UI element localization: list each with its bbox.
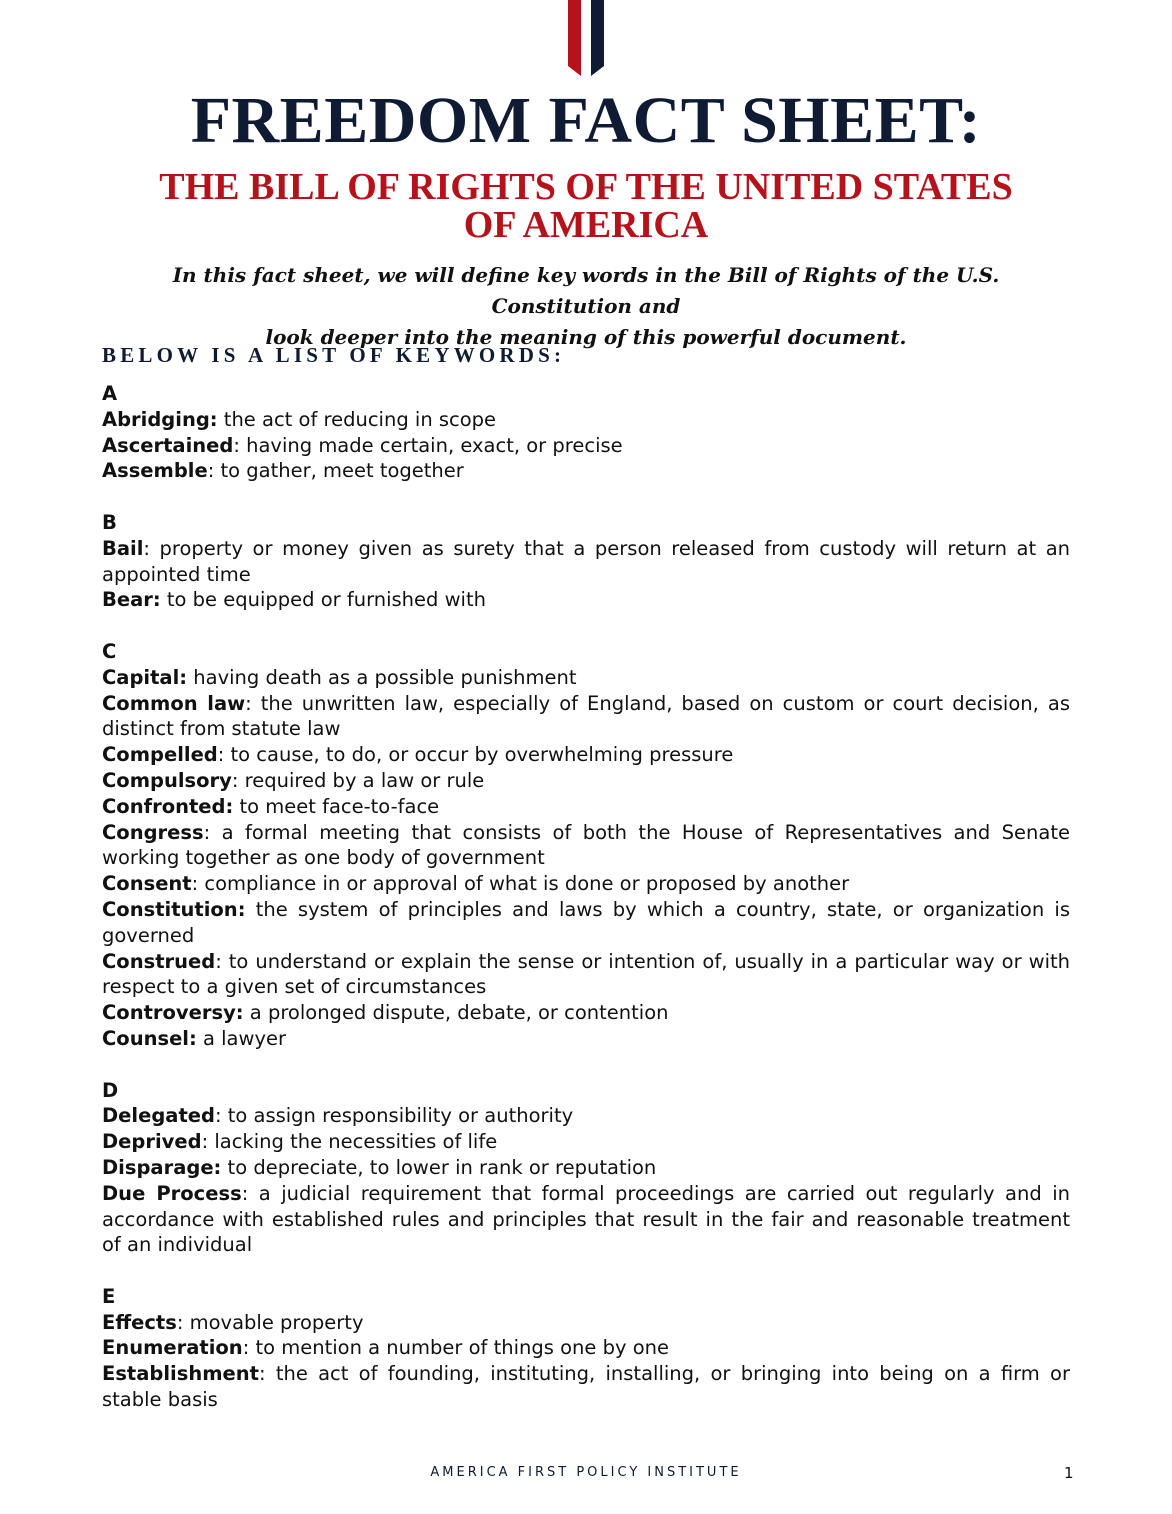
- glossary-definition: : having made certain, exact, or precise: [233, 433, 623, 457]
- letter-group: [102, 1284, 1070, 1413]
- letter-group: [102, 1078, 1070, 1259]
- glossary-term: Due Process: [102, 1181, 242, 1205]
- keywords-heading: BELOW IS A LIST OF KEYWORDS:: [102, 343, 566, 367]
- glossary-definition: : the unwritten law, especially of England, based on custom or court decision, as distinct from statute law: [102, 691, 1070, 741]
- glossary-term: Controversy:: [102, 1001, 244, 1025]
- glossary-term: Delegated: [102, 1104, 215, 1128]
- glossary-term: Constitution:: [102, 897, 246, 921]
- glossary-entry: [102, 949, 1070, 1001]
- glossary-entry: [102, 871, 1070, 897]
- glossary-term: Capital:: [102, 665, 188, 689]
- page-title: FREEDOM FACT SHEET:: [190, 84, 982, 157]
- letter-group: [102, 510, 1070, 613]
- intro-line-1: In this fact sheet, we will define key words in the Bill of Rights of the U.S. Constitution and: [172, 263, 1000, 318]
- glossary-definition: : compliance in or approval of what is done or proposed by another: [191, 872, 850, 896]
- glossary-entry: [102, 794, 1070, 820]
- intro-line-2: look deeper into the meaning of this powerful document.: [265, 325, 907, 349]
- letter-heading: A: [102, 382, 118, 405]
- glossary-definition: : to gather, meet together: [207, 459, 464, 483]
- glossary-entry: [102, 587, 1070, 613]
- glossary-definition: to depreciate, to lower in rank or reputation: [221, 1155, 657, 1179]
- glossary-entry: [102, 1103, 1070, 1129]
- glossary-entry: [102, 665, 1070, 691]
- glossary-definition: : to cause, to do, or occur by overwhelming pressure: [217, 743, 734, 767]
- glossary-term: Consent: [102, 872, 192, 896]
- glossary-entry: [102, 1181, 1070, 1258]
- glossary-definition: : to understand or explain the sense or intention of, usually in a particular way or with respect to a given set of circumstances: [102, 949, 1070, 999]
- glossary-term: Bail: [102, 536, 144, 560]
- glossary-term: Assemble: [102, 459, 208, 483]
- glossary-definition: a lawyer: [196, 1026, 287, 1050]
- glossary-entry: [102, 433, 1070, 459]
- glossary-term: Construed: [102, 949, 216, 973]
- glossary-list: [102, 381, 1070, 1439]
- glossary-entry: [102, 691, 1070, 743]
- glossary-term: Confronted:: [102, 794, 234, 818]
- subtitle-line-2: OF AMERICA: [463, 204, 709, 246]
- glossary-entry: [102, 1310, 1070, 1336]
- glossary-entry: [102, 1335, 1070, 1361]
- glossary-definition: : required by a law or rule: [231, 768, 485, 792]
- glossary-term: Abridging:: [102, 407, 218, 431]
- glossary-term: Disparage:: [102, 1155, 222, 1179]
- glossary-definition: a prolonged dispute, debate, or contention: [243, 1001, 669, 1025]
- glossary-term: Bear:: [102, 588, 161, 612]
- glossary-entry: [102, 1155, 1070, 1181]
- glossary-entry: [102, 1129, 1070, 1155]
- glossary-term: Effects: [102, 1310, 177, 1334]
- glossary-definition: to be equipped or furnished with: [160, 588, 486, 612]
- intro-text: [136, 260, 1036, 353]
- glossary-definition: the system of principles and laws by which a country, state, or organization is governed: [102, 897, 1070, 947]
- glossary-term: Congress: [102, 820, 204, 844]
- glossary-definition: : movable property: [176, 1310, 364, 1334]
- glossary-entry: [102, 1361, 1070, 1413]
- letter-heading: B: [102, 510, 117, 534]
- page-subtitle: [136, 168, 1036, 244]
- flag-stripes-icon: [568, 0, 604, 76]
- glossary-term: Common law: [102, 691, 246, 715]
- glossary-definition: : to mention a number of things one by one: [242, 1336, 669, 1360]
- glossary-entry: [102, 407, 1070, 433]
- glossary-entry: [102, 897, 1070, 949]
- glossary-term: Establishment: [102, 1362, 259, 1386]
- glossary-definition: having death as a possible punishment: [187, 665, 577, 689]
- glossary-definition: to meet face-to-face: [233, 794, 440, 818]
- glossary-entry: [102, 1026, 1070, 1052]
- glossary-definition: : property or money given as surety that a person released from custody will return at an appointed time: [102, 536, 1070, 586]
- glossary-entry: [102, 458, 1070, 484]
- glossary-definition: : a formal meeting that consists of both the House of Representatives and Senate working together as one body of government: [102, 820, 1070, 870]
- glossary-term: Deprived: [102, 1130, 202, 1154]
- glossary-definition: : the act of founding, instituting, installing, or bringing into being on a firm or stable basis: [102, 1362, 1070, 1412]
- letter-group: [102, 639, 1070, 1052]
- glossary-definition: : lacking the necessities of life: [201, 1130, 498, 1154]
- glossary-definition: the act of reducing in scope: [217, 407, 497, 431]
- glossary-definition: : a judicial requirement that formal proceedings are carried out regularly and in accordance with established rules and principles that result in the fair and reasonable treatment of an individual: [102, 1181, 1070, 1257]
- glossary-term: Compulsory: [102, 768, 232, 792]
- glossary-term: Compelled: [102, 743, 218, 767]
- letter-heading: D: [102, 1078, 119, 1102]
- glossary-term: Counsel:: [102, 1026, 197, 1050]
- glossary-definition: : to assign responsibility or authority: [214, 1104, 574, 1128]
- letter-group: [102, 381, 1070, 484]
- glossary-entry: [102, 820, 1070, 872]
- subtitle-line-1: THE BILL OF RIGHTS OF THE UNITED STATES: [159, 166, 1013, 208]
- glossary-entry: [102, 1000, 1070, 1026]
- page-number: 1: [1064, 1464, 1074, 1482]
- glossary-entry: [102, 536, 1070, 588]
- glossary-entry: [102, 768, 1070, 794]
- glossary-term: Enumeration: [102, 1336, 243, 1360]
- letter-heading: E: [102, 1284, 116, 1308]
- glossary-entry: [102, 742, 1070, 768]
- footer-organization: AMERICA FIRST POLICY INSTITUTE: [430, 1465, 742, 1480]
- letter-heading: C: [102, 639, 117, 663]
- glossary-term: Ascertained: [102, 433, 234, 457]
